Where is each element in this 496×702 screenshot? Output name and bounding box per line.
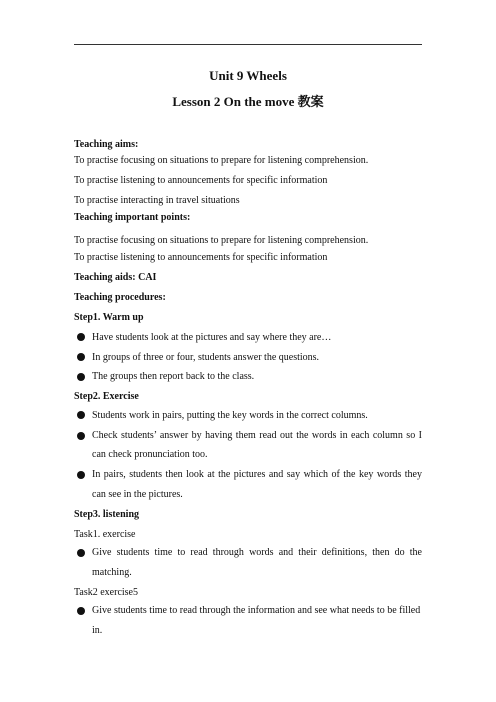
bullet-dot bbox=[77, 373, 85, 381]
teaching-aim-line: To practise listening to announcements for specific information bbox=[74, 175, 328, 186]
bullet-dot bbox=[77, 549, 85, 557]
header-rule bbox=[74, 44, 422, 45]
task1-bullet: Give students time to read through words and their definitions, then do the bbox=[92, 547, 422, 558]
teaching-aids: Teaching aids: CAI bbox=[74, 272, 157, 283]
step2-bullet: Students work in pairs, putting the key words in the correct columns. bbox=[92, 410, 368, 421]
step2-bullet: In pairs, students then look at the pictures and say which of the key words they bbox=[92, 469, 422, 480]
step1-bullet: The groups then report back to the class. bbox=[92, 371, 255, 382]
bullet-dot bbox=[77, 432, 85, 440]
teaching-aims-heading: Teaching aims: bbox=[74, 139, 139, 150]
task2-bullet-continued: in. bbox=[92, 625, 103, 636]
important-point-line: To practise listening to announcements for specific information bbox=[74, 252, 328, 263]
important-point-line: To practise focusing on situations to prepare for listening comprehension. bbox=[74, 235, 369, 246]
step2-heading: Step2. Exercise bbox=[74, 391, 139, 402]
task1-label: Task1. exercise bbox=[74, 529, 136, 540]
step1-bullet: In groups of three or four, students answer the questions. bbox=[92, 352, 320, 363]
task2-bullet: Give students time to read through the information and see what needs to be filled bbox=[92, 605, 421, 616]
bullet-dot bbox=[77, 353, 85, 361]
step2-bullet: Check students’ answer by having them read out the words in each column so I bbox=[92, 430, 422, 441]
step2-bullet-continued: can see in the pictures. bbox=[92, 489, 183, 500]
important-points-heading: Teaching important points: bbox=[74, 212, 191, 223]
step1-bullet: Have students look at the pictures and say where they are… bbox=[92, 332, 332, 343]
task2-label: Task2 exercise5 bbox=[74, 587, 138, 598]
teaching-procedures-heading: Teaching procedures: bbox=[74, 292, 166, 303]
bullet-dot bbox=[77, 607, 85, 615]
step2-bullet-continued: can check pronunciation too. bbox=[92, 449, 208, 460]
step1-heading: Step1. Warm up bbox=[74, 312, 144, 323]
document-subtitle: Lesson 2 On the move 教案 bbox=[172, 94, 324, 109]
step3-heading: Step3. listening bbox=[74, 509, 140, 520]
bullet-dot bbox=[77, 333, 85, 341]
teaching-aim-line: To practise interacting in travel situations bbox=[74, 195, 240, 206]
bullet-dot bbox=[77, 411, 85, 419]
task1-bullet-continued: matching. bbox=[92, 567, 132, 578]
bullet-dot bbox=[77, 471, 85, 479]
document-title: Unit 9 Wheels bbox=[209, 68, 287, 83]
teaching-aim-line: To practise focusing on situations to prepare for listening comprehension. bbox=[74, 155, 369, 166]
